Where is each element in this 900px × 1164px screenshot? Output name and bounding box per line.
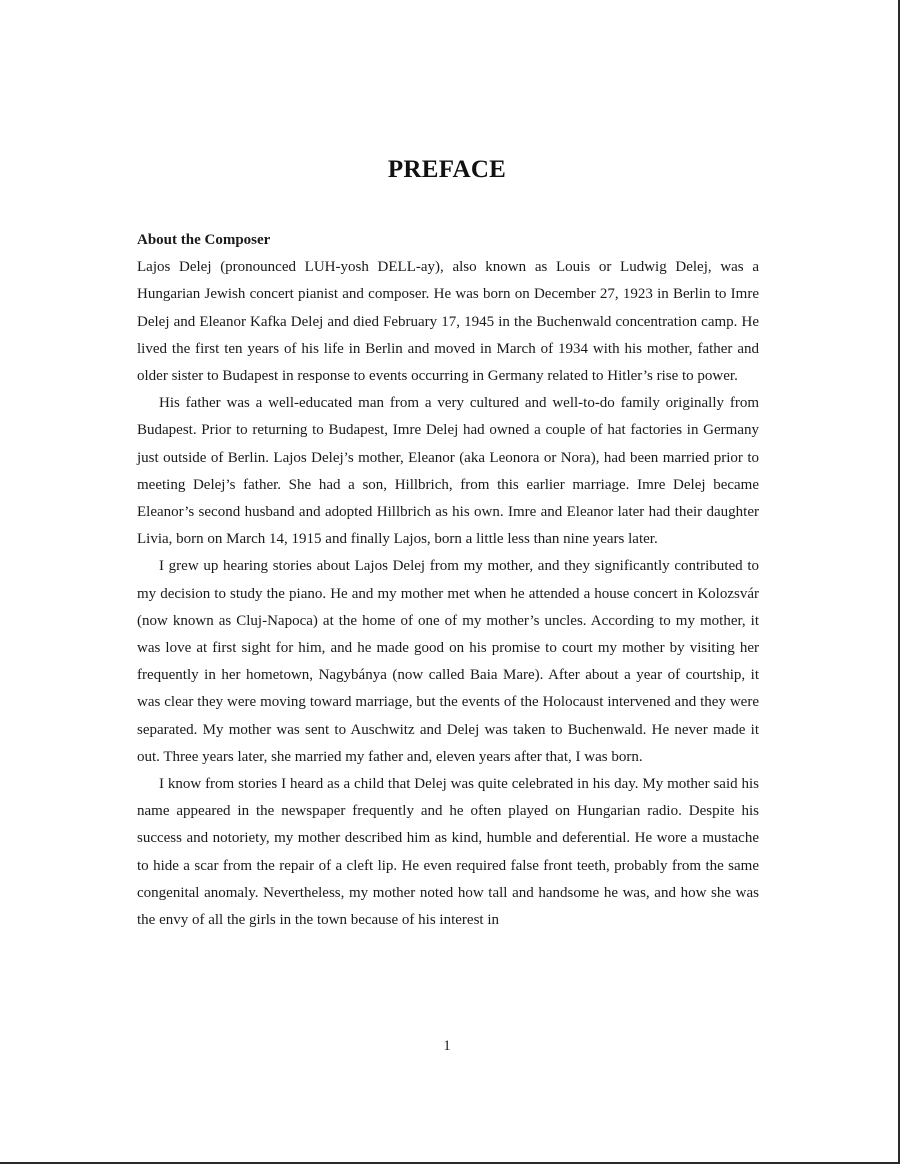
page-title: PREFACE [387, 156, 507, 183]
paragraph-3: I grew up hearing stories about Lajos Delej from my mother, and they significantly contributed to my decision to study the piano. He and my mother met when he attended a house concert in Kolozsvár (now known as Cluj-Napoca) at the home of one of my mother’s uncles. According to my mother, it was love at first sight for him, and he made good on his promise to court my mother by visiting her frequently in her hometown, Nagybánya (now called Baia Mare). After about a year of courtship, it was clear they were moving toward marriage, but the events of the Holocaust intervened and they were separated. My mother was sent to Auschwitz and Delej was taken to Buchenwald. He never made it out. Three years later, she married my father and, eleven years after that, I was born. [137, 558, 759, 765]
paragraph-2: His father was a well-educated man from a very cultured and well-to-do family originally from Budapest. Prior to returning to Budapest, Imre Delej had owned a couple of hat factories in Germany just outside of Berlin. Lajos Delej’s mother, Eleanor (aka Leonora or Nora), had been married prior to meeting Delej’s father. She had a son, Hillbrich, from this earlier marriage. Imre Delej became Eleanor’s second husband and adopted Hillbrich as his own. Imre and Eleanor later had their daughter Livia, born on March 14, 1915 and finally Lajos, born a little less than nine years later. [137, 395, 759, 548]
section-heading: About the Composer [137, 232, 271, 248]
body-text [137, 227, 759, 934]
paragraph-4: I know from stories I heard as a child that Delej was quite celebrated in his day. My mother said his name appeared in the newspaper frequently and he often played on Hungarian radio. Despite his success and notoriety, my mother described him as kind, humble and deferential. He wore a mustache to hide a scar from the repair of a cleft lip. He even required false front teeth, probably from the same congenital anomaly. Nevertheless, my mother noted how tall and handsome he was, and how she was the envy of all the girls in the town because of his interest in [137, 776, 759, 929]
page-number: 1 [443, 1038, 451, 1054]
paragraph-1: Lajos Delej (pronounced LUH-yosh DELL-ay), also known as Louis or Ludwig Delej, was a Hungarian Jewish concert pianist and composer. He was born on December 27, 1923 in Berlin to Imre Delej and Eleanor Kafka Delej and died February 17, 1945 in the Buchenwald concentration camp. He lived the first ten years of his life in Berlin and moved in March of 1934 with his mother, father and older sister to Budapest in response to events occurring in Germany related to Hitler’s rise to power. [137, 259, 759, 385]
